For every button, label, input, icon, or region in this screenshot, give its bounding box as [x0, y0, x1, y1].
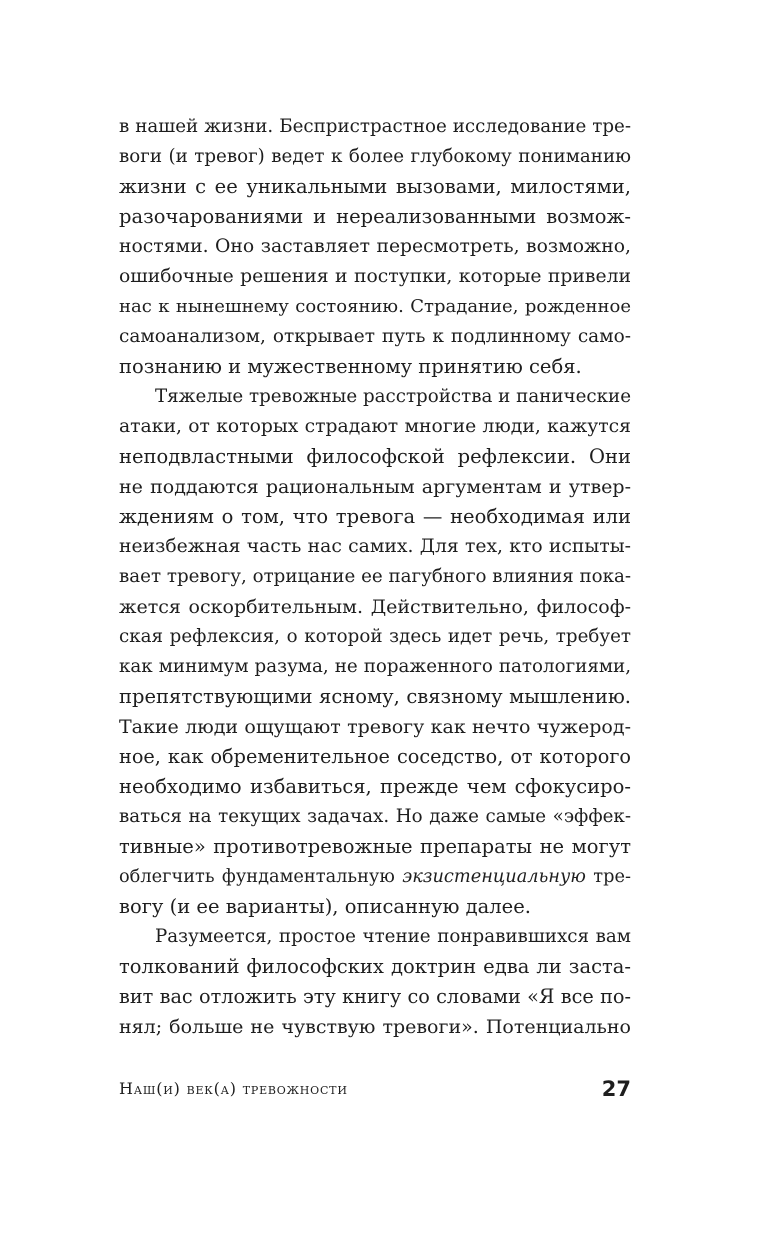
text-line: вает тревогу, отрицание ее пагубного влияния пока- — [119, 566, 632, 587]
text-fragment: облегчить фундаментальную — [119, 867, 403, 887]
text-line: вит вас отложить эту книгу со словами «Я все по- — [119, 985, 631, 1008]
text-line: ностями. Оно заставляет пересмотреть, возможно, — [119, 236, 631, 257]
text-line: жется оскорбительным. Действительно, философ- — [119, 596, 631, 618]
page-footer — [119, 1077, 631, 1107]
text-line: разочарованиями и нереализованными возмож- — [119, 205, 631, 228]
body-text — [119, 112, 631, 1042]
text-line: воги (и тревог) ведет к более глубокому пониманию — [119, 146, 631, 167]
text-line: ждениям о том, что тревога — необходимая или — [119, 505, 631, 528]
text-line: препятствующими ясному, связному мышлению. — [119, 685, 631, 708]
text-line: самоанализом, открывает путь к подлинному само- — [119, 326, 631, 347]
text-line: как минимум разума, не пораженного патологиями, — [119, 656, 631, 677]
text-line: тивные» противотревожные препараты не могут — [119, 835, 631, 858]
text-fragment: тре- — [585, 867, 631, 887]
text-line: толкований философских доктрин едва ли заста- — [119, 955, 631, 978]
text-line: неизбежная часть нас самих. Для тех, кто испыты- — [119, 536, 631, 557]
emphasized-word: экзистенциальную — [402, 867, 586, 887]
paragraph — [119, 922, 631, 1042]
text-line: Тяжелые тревожные расстройства и панические — [155, 386, 631, 407]
text-line: ская рефлексия, о которой здесь идет речь, требует — [119, 626, 631, 647]
running-head: Наш(и) век(а) тревожности — [119, 1079, 348, 1098]
text-line: не поддаются рациональным аргументам и утвер- — [119, 476, 631, 498]
text-line: неподвластными философской рефлексии. Они — [119, 445, 631, 468]
text-line: вогу (и ее варианты), описанную далее. — [119, 895, 531, 918]
text-line: познанию и мужественному принятию себя. — [119, 355, 582, 378]
text-line: жизни с ее уникальными вызовами, милостями, — [119, 175, 631, 198]
text-line: Разумеется, простое чтение понравившихся вам — [155, 926, 631, 947]
text-line-with-emphasis — [119, 862, 631, 892]
page-number: 27 — [601, 1077, 631, 1101]
text-line: ваться на текущих задачах. Но даже самые «эффек- — [119, 806, 631, 827]
text-line: нас к нынешнему состоянию. Страдание, рожденное — [119, 296, 631, 317]
text-line: в нашей жизни. Беспристрастное исследование тре- — [119, 116, 631, 137]
text-line: атаки, от которых страдают многие люди, кажутся — [119, 416, 631, 437]
text-line: нял; больше не чувствую тревоги». Потенциально — [119, 1016, 631, 1038]
text-line: необходимо избавиться, прежде чем сфокусиро- — [119, 775, 631, 798]
text-line: Такие люди ощущают тревогу как нечто чужерод- — [119, 716, 631, 738]
paragraph — [119, 112, 631, 382]
paragraph — [119, 382, 631, 922]
text-line: ное, как обременительное соседство, от которого — [119, 745, 631, 768]
text-line: ошибочные решения и поступки, которые привели — [119, 266, 631, 287]
